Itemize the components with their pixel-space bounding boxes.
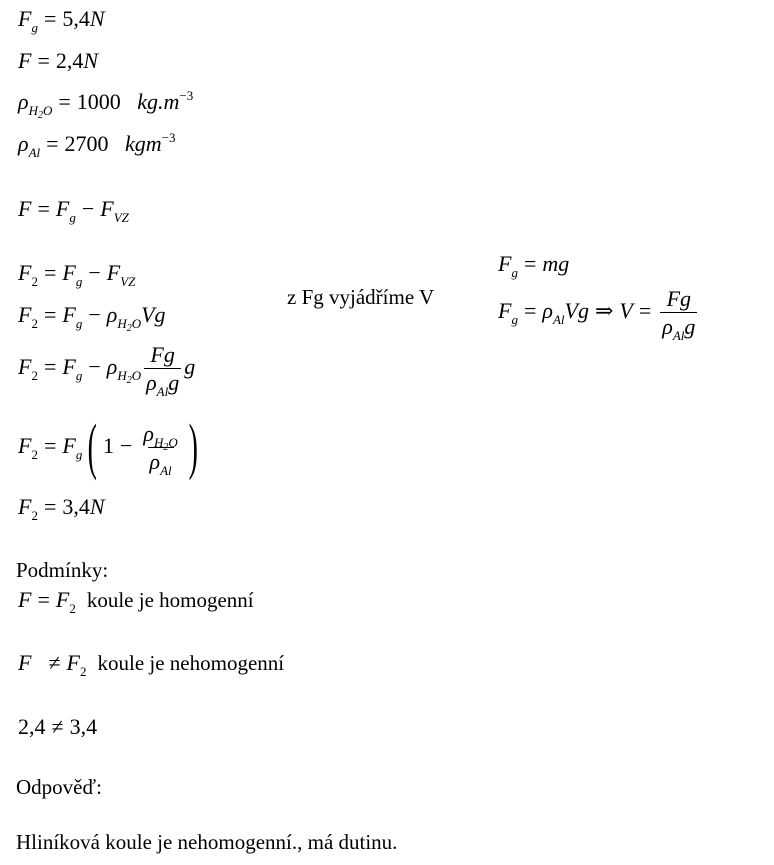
given-f: F = 2,4N [18,48,99,73]
given-fg: $F_g = 5,4N$ [18,6,105,35]
equation-f2-step3: $F_2 = F_g - \rho_{H_2O}$ $\frac{Fg}{\rho_{Al}g}$ g [18,342,196,399]
equation-f2-step1: $F_2 = F_g - F_{VZ}$ [18,260,136,289]
condition-inhomogeneous: $F \ne F_2$ koule je nehomogenní [18,650,285,679]
answer-text: Hliníková koule je nehomogenní., má dutinu. [16,830,398,854]
conditions-heading: Podmínky: [16,558,109,582]
equation-f2-step2: $F_2 = F_g - \rho_{H_2O}Vg$ [18,302,166,334]
fraction-volume: $\frac{Fg}{\rho_{Al}g}$ [662,286,696,343]
comparison: 2,4 ≠ 3,4 [18,714,98,739]
side-equation-volume: $F_g = \rho_{Al}Vg$ ⇒ V = $\frac{Fg}{\rho_{Al}g}$ [498,286,696,343]
equation-f2-result: $F_2 = 3,4N$ [18,494,105,523]
side-note: z Fg vyjádříme V [287,285,435,309]
side-equation-fg-mg: $F_g$ = mg [498,251,570,280]
condition-homogeneous: $F = F_2$ koule je homogenní [18,587,254,616]
equation-f-balance: $F = F_g - F_{VZ}$ [18,196,129,225]
answer-heading: Odpověď: [16,775,102,799]
given-rho-al: $\rho_{Al} = 2700$ kgm$^{-3}$ [18,130,176,160]
equation-f2-step4: $F_2 = F_g$( 1 − $\frac{\rho_{H_2O}}{\rho_{Al}}$ ) [18,413,198,481]
fraction-rho-water-over-rho-al: $\frac{\rho_{H_2O}}{\rho_{Al}}$ [143,420,178,478]
given-rho-water: $\rho_{H_2O} = 1000$ $kg.m^{-3}$ [18,88,194,121]
fraction-fg-over-rho-al-g: $\frac{Fg}{\rho_{Al}g}$ [146,342,180,399]
